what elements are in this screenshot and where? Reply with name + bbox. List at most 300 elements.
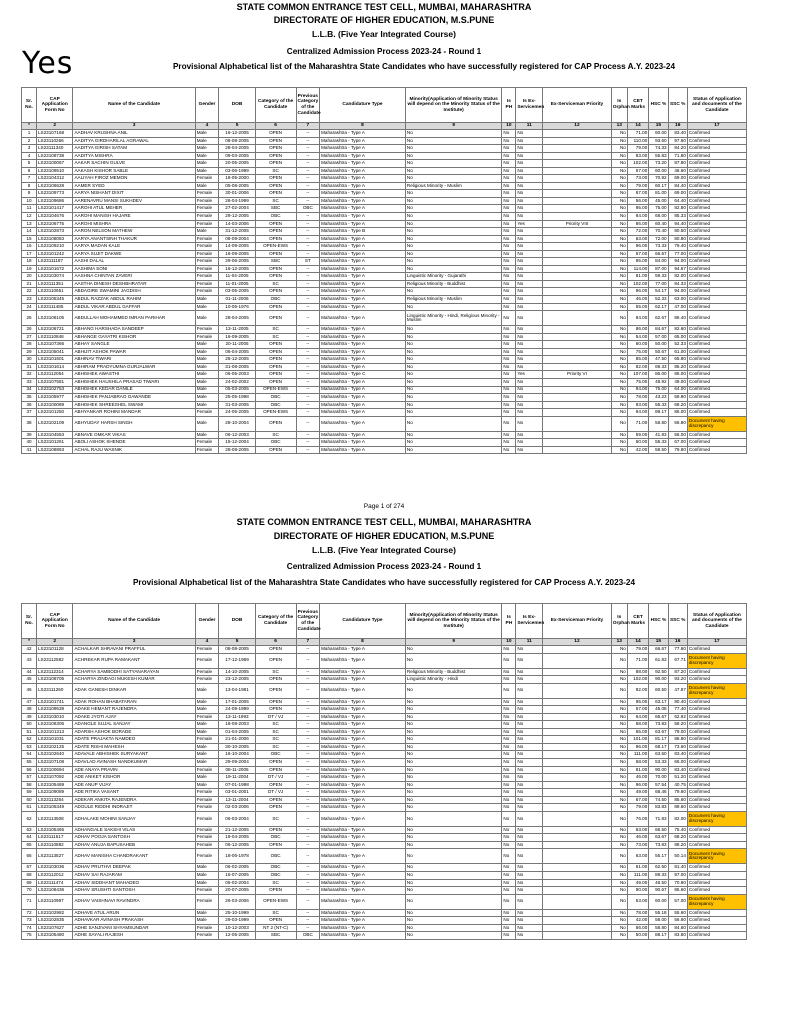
column-header: Candidature Type bbox=[320, 604, 406, 639]
dob-cell: 26-03-2006 bbox=[219, 894, 255, 909]
name-cell: ABHIJIT ASHOK PAWAR bbox=[73, 348, 195, 356]
name-cell: ADE ANIKET KISHOR bbox=[73, 774, 195, 782]
ex-priority-cell bbox=[543, 326, 612, 334]
column-header: Name of the Candidate bbox=[73, 604, 195, 639]
minority-cell: No bbox=[405, 348, 502, 356]
orphan-cell: No bbox=[611, 326, 627, 334]
category-cell: SC bbox=[255, 736, 296, 744]
ph-cell: No bbox=[502, 751, 516, 759]
cet-marks-cell: 96.00 bbox=[627, 781, 648, 789]
form-no-cell: LS23107108 bbox=[37, 759, 73, 767]
gender-cell: Female bbox=[195, 887, 219, 895]
cet-marks-cell: 63.00 bbox=[627, 826, 648, 834]
ex-servicemen-cell: No bbox=[516, 826, 543, 834]
ex-priority-cell bbox=[543, 311, 612, 326]
form-no-cell: LS23107581 bbox=[37, 378, 73, 386]
hsc-cell: 41.83 bbox=[649, 431, 668, 439]
hsc-cell: 89.33 bbox=[649, 872, 668, 880]
ex-servicemen-cell: No bbox=[516, 796, 543, 804]
gender-cell: Female bbox=[195, 258, 219, 266]
ph-cell: No bbox=[502, 311, 516, 326]
dob-cell: 20-07-2005 bbox=[219, 887, 255, 895]
orphan-cell: No bbox=[611, 341, 627, 349]
candidature-cell: Maharashtra - Type A bbox=[320, 932, 406, 940]
dob-cell: 15-07-2005 bbox=[219, 872, 255, 880]
sr-no-cell: 72 bbox=[22, 909, 37, 917]
ex-priority-cell bbox=[543, 280, 612, 288]
candidature-cell: Maharashtra - Type A bbox=[320, 736, 406, 744]
hsc-cell: 63.67 bbox=[649, 834, 668, 842]
hsc-cell: 55.83 bbox=[649, 152, 668, 160]
table-row bbox=[22, 378, 747, 386]
ph-cell: No bbox=[502, 130, 516, 138]
candidature-cell: Maharashtra - Type A bbox=[320, 653, 406, 668]
cet-marks-cell: 75.00 bbox=[627, 348, 648, 356]
sr-no-cell: 21 bbox=[22, 280, 37, 288]
sr-no-cell: 42 bbox=[22, 646, 37, 654]
sr-no-cell: 63 bbox=[22, 826, 37, 834]
sr-no-cell: 24 bbox=[22, 303, 37, 311]
hsc-cell: 81.17 bbox=[649, 736, 668, 744]
ex-servicemen-cell: No bbox=[516, 235, 543, 243]
status-cell: Confirmed bbox=[687, 265, 746, 273]
candidature-cell: Maharashtra - Type A bbox=[320, 326, 406, 334]
dob-cell: 28-08-2005 bbox=[219, 446, 255, 454]
status-cell: Confirmed bbox=[687, 341, 746, 349]
cet-marks-cell: 73.00 bbox=[627, 175, 648, 183]
gender-cell: Male bbox=[195, 728, 219, 736]
category-cell: OPEN bbox=[255, 378, 296, 386]
name-cell: ADE ANUP VIJAY bbox=[73, 781, 195, 789]
candidature-cell: Maharashtra - Type A bbox=[320, 751, 406, 759]
prev-category-cell: -- bbox=[296, 781, 320, 789]
table-row bbox=[22, 273, 747, 281]
ex-priority-cell bbox=[543, 341, 612, 349]
ph-cell: No bbox=[502, 243, 516, 251]
ph-cell: No bbox=[502, 280, 516, 288]
ssc-cell: 64.40 bbox=[668, 197, 687, 205]
gender-cell: Female bbox=[195, 265, 219, 273]
form-no-cell: LS23111517 bbox=[37, 834, 73, 842]
ex-priority-cell bbox=[543, 676, 612, 684]
status-cell: Document having discrepancy bbox=[687, 416, 746, 431]
candidature-cell: Maharashtra - Type A bbox=[320, 721, 406, 729]
cet-marks-cell: 88.00 bbox=[627, 668, 648, 676]
form-no-cell: LS23109510 bbox=[37, 167, 73, 175]
cet-marks-cell: 86.00 bbox=[627, 326, 648, 334]
ex-servicemen-cell: No bbox=[516, 190, 543, 198]
table-row bbox=[22, 932, 747, 940]
dob-cell: 16-12-2005 bbox=[219, 130, 255, 138]
candidature-cell: Maharashtra - Type A bbox=[320, 743, 406, 751]
sr-no-cell: 9 bbox=[22, 190, 37, 198]
form-no-cell: LS23102982 bbox=[37, 909, 73, 917]
category-cell: OPEN bbox=[255, 303, 296, 311]
ph-cell: No bbox=[502, 841, 516, 849]
status-cell: Confirmed bbox=[687, 190, 746, 198]
hsc-cell: 60.00 bbox=[649, 130, 668, 138]
ex-servicemen-cell: No bbox=[516, 145, 543, 153]
ex-priority-cell bbox=[543, 698, 612, 706]
dob-cell: 21-12-2005 bbox=[219, 826, 255, 834]
ssc-cell: 83.40 bbox=[668, 766, 687, 774]
status-cell: Confirmed bbox=[687, 728, 746, 736]
table-row bbox=[22, 386, 747, 394]
dob-cell: 28-04-2005 bbox=[219, 311, 255, 326]
dob-cell: 25-10-1999 bbox=[219, 909, 255, 917]
header-line-4: Centralized Admission Process 2023-24 - Round 1 bbox=[286, 47, 482, 56]
hsc-cell: 75.00 bbox=[649, 205, 668, 213]
name-cell: ADHAV ANUJA BAPUSAHEB bbox=[73, 841, 195, 849]
cet-marks-cell: 81.00 bbox=[627, 273, 648, 281]
hsc-cell: 74.50 bbox=[649, 796, 668, 804]
cet-marks-cell: 85.00 bbox=[627, 356, 648, 364]
orphan-cell: No bbox=[611, 887, 627, 895]
ph-cell: No bbox=[502, 736, 516, 744]
cet-marks-cell: 55.00 bbox=[627, 303, 648, 311]
column-header: Previous Category of the Candidate bbox=[296, 88, 320, 123]
cet-marks-cell: 107.00 bbox=[627, 371, 648, 379]
prev-category-cell: -- bbox=[296, 431, 320, 439]
name-cell: ADAK GANESH DINKAR bbox=[73, 683, 195, 698]
ex-priority-cell bbox=[543, 759, 612, 767]
category-cell: OPEN bbox=[255, 273, 296, 281]
form-no-cell: LS23101614 bbox=[37, 363, 73, 371]
ex-servicemen-cell: No bbox=[516, 789, 543, 797]
hsc-cell: 75.00 bbox=[649, 386, 668, 394]
form-no-cell: LS23105041 bbox=[37, 348, 73, 356]
cet-marks-cell: 68.00 bbox=[627, 721, 648, 729]
ssc-cell: 79.40 bbox=[668, 243, 687, 251]
status-cell: Confirmed bbox=[687, 130, 746, 138]
candidature-cell: Maharashtra - Type A bbox=[320, 167, 406, 175]
category-cell: OBC bbox=[255, 296, 296, 304]
ssc-cell: 79.80 bbox=[668, 446, 687, 454]
form-no-cell: LS23104312 bbox=[37, 175, 73, 183]
status-cell: Confirmed bbox=[687, 872, 746, 880]
status-cell: Confirmed bbox=[687, 401, 746, 409]
orphan-cell: No bbox=[611, 167, 627, 175]
candidature-cell: Maharashtra - Type A bbox=[320, 864, 406, 872]
category-cell: OPEN bbox=[255, 917, 296, 925]
status-cell: Confirmed bbox=[687, 228, 746, 236]
sr-no-cell: 40 bbox=[22, 439, 37, 447]
cet-marks-cell: 42.00 bbox=[627, 446, 648, 454]
hsc-cell: 74.33 bbox=[649, 145, 668, 153]
status-cell: Confirmed bbox=[687, 205, 746, 213]
name-cell: ADHAV VAISHNAVI RAVINDRA bbox=[73, 894, 195, 909]
ex-priority-cell bbox=[543, 932, 612, 940]
candidature-cell: Maharashtra - Type A bbox=[320, 849, 406, 864]
category-cell: OPEN bbox=[255, 130, 296, 138]
ex-servicemen-cell: No bbox=[516, 713, 543, 721]
cet-marks-cell: 111.00 bbox=[627, 872, 648, 880]
name-cell: ADATE PRAJAKTA NAMDEO bbox=[73, 736, 195, 744]
sr-no-cell: 6 bbox=[22, 167, 37, 175]
ph-cell: No bbox=[502, 416, 516, 431]
table-row bbox=[22, 879, 747, 887]
table-row bbox=[22, 924, 747, 932]
status-cell: Confirmed bbox=[687, 646, 746, 654]
name-cell: ADHE SANJIVANI SHYAMSUNDAR bbox=[73, 924, 195, 932]
dob-cell: 19-11-2004 bbox=[219, 774, 255, 782]
status-cell: Confirmed bbox=[687, 220, 746, 228]
dob-cell: 10-12-2003 bbox=[219, 924, 255, 932]
table-row bbox=[22, 416, 747, 431]
cet-marks-cell: 67.00 bbox=[627, 190, 648, 198]
table-row bbox=[22, 409, 747, 417]
category-cell: SC bbox=[255, 879, 296, 887]
cet-marks-cell: 71.00 bbox=[627, 130, 648, 138]
orphan-cell: No bbox=[611, 378, 627, 386]
ex-priority-cell bbox=[543, 713, 612, 721]
status-cell: Confirmed bbox=[687, 235, 746, 243]
hsc-cell: 55.17 bbox=[649, 849, 668, 864]
ph-cell: No bbox=[502, 834, 516, 842]
hsc-cell: 53.33 bbox=[649, 759, 668, 767]
status-cell: Confirmed bbox=[687, 409, 746, 417]
candidature-cell: Maharashtra - Type A bbox=[320, 826, 406, 834]
hsc-cell: 63.67 bbox=[649, 728, 668, 736]
status-cell: Confirmed bbox=[687, 759, 746, 767]
dob-cell: 05-03-2005 bbox=[219, 386, 255, 394]
sr-no-cell: 5 bbox=[22, 160, 37, 168]
ex-servicemen-cell: No bbox=[516, 280, 543, 288]
ex-servicemen-cell: No bbox=[516, 668, 543, 676]
minority-cell: Religious Minority - Muslim bbox=[405, 182, 502, 190]
minority-cell: No bbox=[405, 721, 502, 729]
minority-cell: No bbox=[405, 894, 502, 909]
ex-servicemen-cell: No bbox=[516, 175, 543, 183]
table-row bbox=[22, 371, 747, 379]
ex-servicemen-cell: No bbox=[516, 258, 543, 266]
form-no-cell: LS23106306 bbox=[37, 721, 73, 729]
column-header: Is Ex-Servicemen bbox=[516, 604, 543, 639]
form-no-cell: LS23100067 bbox=[37, 160, 73, 168]
candidature-cell: Maharashtra - Type A bbox=[320, 197, 406, 205]
sr-no-cell: 71 bbox=[22, 894, 37, 909]
cet-marks-cell: 50.00 bbox=[627, 932, 648, 940]
name-cell: AAKAR SACHIN GULVE bbox=[73, 160, 195, 168]
gender-cell: Female bbox=[195, 849, 219, 864]
orphan-cell: No bbox=[611, 721, 627, 729]
sr-no-cell: 8 bbox=[22, 182, 37, 190]
status-cell: Document having discrepancy bbox=[687, 811, 746, 826]
orphan-cell: No bbox=[611, 394, 627, 402]
name-cell: ADHAV SAI RAJARAM bbox=[73, 872, 195, 880]
candidature-cell: Maharashtra - Type A bbox=[320, 288, 406, 296]
form-no-cell: LS23110266 bbox=[37, 137, 73, 145]
ex-priority-cell bbox=[543, 728, 612, 736]
ex-priority-cell bbox=[543, 145, 612, 153]
prev-category-cell: -- bbox=[296, 728, 320, 736]
orphan-cell: No bbox=[611, 789, 627, 797]
ex-priority-cell bbox=[543, 811, 612, 826]
name-cell: ACHAL RAJU WASNIK bbox=[73, 446, 195, 454]
ssc-cell: 49.00 bbox=[668, 378, 687, 386]
form-no-cell: LS23102109 bbox=[37, 416, 73, 431]
form-no-cell: LS23110997 bbox=[37, 894, 73, 909]
prev-category-cell: -- bbox=[296, 130, 320, 138]
gender-cell: Female bbox=[195, 220, 219, 228]
status-cell: Confirmed bbox=[687, 296, 746, 304]
ssc-cell: 80.40 bbox=[668, 698, 687, 706]
hsc-cell: 58.00 bbox=[649, 917, 668, 925]
sr-no-cell: 2 bbox=[22, 137, 37, 145]
ssc-cell: 77.60 bbox=[668, 646, 687, 654]
table-row bbox=[22, 152, 747, 160]
category-cell: OPEN bbox=[255, 175, 296, 183]
candidature-cell: Maharashtra - Type A bbox=[320, 205, 406, 213]
ssc-cell: 86.80 bbox=[668, 736, 687, 744]
candidature-cell: Maharashtra - Type A bbox=[320, 394, 406, 402]
category-cell: OPEN bbox=[255, 371, 296, 379]
ex-servicemen-cell: No bbox=[516, 348, 543, 356]
ex-priority-cell bbox=[543, 401, 612, 409]
category-cell: OPEN bbox=[255, 288, 296, 296]
ex-servicemen-cell: No bbox=[516, 834, 543, 842]
orphan-cell: No bbox=[611, 774, 627, 782]
cet-marks-cell: 102.00 bbox=[627, 676, 648, 684]
ex-servicemen-cell: No bbox=[516, 197, 543, 205]
name-cell: ADHAV SIDDHANT MAHADEO bbox=[73, 879, 195, 887]
ph-cell: No bbox=[502, 258, 516, 266]
dob-cell: 16-10-2004 bbox=[219, 751, 255, 759]
prev-category-cell: -- bbox=[296, 243, 320, 251]
category-cell: OPEN bbox=[255, 416, 296, 431]
cet-marks-cell: 63.00 bbox=[627, 235, 648, 243]
gender-cell: Male bbox=[195, 431, 219, 439]
gender-cell: Female bbox=[195, 826, 219, 834]
status-cell: Confirmed bbox=[687, 909, 746, 917]
name-cell: AASHIMA SONI bbox=[73, 265, 195, 273]
hsc-cell: 50.67 bbox=[649, 348, 668, 356]
hsc-cell: 47.50 bbox=[649, 356, 668, 364]
candidature-cell: Maharashtra - Type A bbox=[320, 917, 406, 925]
header-line-3-repeat: L.L.B. (Five Year Integrated Course) bbox=[312, 545, 456, 555]
cet-marks-cell: 73.00 bbox=[627, 841, 648, 849]
dob-cell: 18-05-2000 bbox=[219, 175, 255, 183]
orphan-cell: No bbox=[611, 258, 627, 266]
category-cell: OPEN bbox=[255, 265, 296, 273]
category-cell: OPEN bbox=[255, 781, 296, 789]
ph-cell: No bbox=[502, 228, 516, 236]
cet-marks-cell: 84.00 bbox=[627, 311, 648, 326]
orphan-cell: No bbox=[611, 766, 627, 774]
column-number: 12 bbox=[543, 639, 612, 646]
cet-marks-cell: 57.00 bbox=[627, 250, 648, 258]
minority-cell: No bbox=[405, 766, 502, 774]
column-number: * bbox=[22, 123, 37, 130]
table-row bbox=[22, 145, 747, 153]
form-no-cell: LS23109210 bbox=[37, 243, 73, 251]
gender-cell: Female bbox=[195, 446, 219, 454]
ph-cell: No bbox=[502, 326, 516, 334]
form-no-cell: LS23101250 bbox=[37, 409, 73, 417]
column-header: HSC % bbox=[649, 88, 668, 123]
category-cell: OPEN bbox=[255, 826, 296, 834]
candidature-cell: Maharashtra - Type A bbox=[320, 894, 406, 909]
ex-priority-cell bbox=[543, 175, 612, 183]
minority-cell: No bbox=[405, 363, 502, 371]
ssc-cell: 64.00 bbox=[668, 386, 687, 394]
ph-cell: No bbox=[502, 431, 516, 439]
ex-priority-cell bbox=[543, 167, 612, 175]
table-row bbox=[22, 804, 747, 812]
gender-cell: Male bbox=[195, 378, 219, 386]
gender-cell: Female bbox=[195, 213, 219, 221]
prev-category-cell: -- bbox=[296, 356, 320, 364]
gender-cell: Female bbox=[195, 250, 219, 258]
column-number: 14 bbox=[627, 123, 648, 130]
ex-priority-cell bbox=[543, 409, 612, 417]
form-no-cell: LS23109686 bbox=[37, 197, 73, 205]
ssc-cell: 87.20 bbox=[668, 668, 687, 676]
orphan-cell: No bbox=[611, 841, 627, 849]
ex-servicemen-cell: No bbox=[516, 653, 543, 668]
name-cell: ACHARYA ZINDAGI MUKESH KUMAR bbox=[73, 676, 195, 684]
table-row bbox=[22, 706, 747, 714]
header-line-2: DIRECTORATE OF HIGHER EDUCATION, M.S.PUNE bbox=[273, 15, 495, 25]
minority-cell: No bbox=[405, 197, 502, 205]
ssc-cell: 83.40 bbox=[668, 751, 687, 759]
orphan-cell: No bbox=[611, 228, 627, 236]
hsc-cell: 43.23 bbox=[649, 394, 668, 402]
table-row bbox=[22, 356, 747, 364]
hsc-cell: 84.00 bbox=[649, 258, 668, 266]
dob-cell: 24-05-2005 bbox=[219, 409, 255, 417]
category-cell: OPEN bbox=[255, 220, 296, 228]
category-cell: SBC bbox=[255, 258, 296, 266]
ssc-cell: 83.40 bbox=[668, 130, 687, 138]
status-cell: Confirmed bbox=[687, 137, 746, 145]
prev-category-cell: -- bbox=[296, 766, 320, 774]
minority-cell: No bbox=[405, 683, 502, 698]
cet-marks-cell: 63.00 bbox=[627, 849, 648, 864]
column-number: 16 bbox=[668, 123, 687, 130]
orphan-cell: No bbox=[611, 917, 627, 925]
candidature-cell: Maharashtra - Type A bbox=[320, 431, 406, 439]
sr-no-cell: 73 bbox=[22, 917, 37, 925]
dob-cell: 11-01-2005 bbox=[219, 280, 255, 288]
cet-marks-cell: 60.00 bbox=[627, 341, 648, 349]
orphan-cell: No bbox=[611, 834, 627, 842]
ssc-cell: 94.00 bbox=[668, 288, 687, 296]
dob-cell: 20-11-2005 bbox=[219, 341, 255, 349]
gender-cell: Male bbox=[195, 356, 219, 364]
category-cell: OPEN bbox=[255, 160, 296, 168]
dob-cell: 19-04-2005 bbox=[219, 834, 255, 842]
form-no-cell: LS23100089 bbox=[37, 401, 73, 409]
status-cell: Confirmed bbox=[687, 394, 746, 402]
table-row bbox=[22, 341, 747, 349]
form-no-cell: LS23112582 bbox=[37, 653, 73, 668]
column-number: 5 bbox=[219, 123, 255, 130]
dob-cell: 13-11-2005 bbox=[219, 326, 255, 334]
name-cell: AARYA NISHANT DIXIT bbox=[73, 190, 195, 198]
name-cell: AALIYAH FIROZ MEMON bbox=[73, 175, 195, 183]
column-header: SSC % bbox=[668, 604, 687, 639]
ex-servicemen-cell: Yes bbox=[516, 220, 543, 228]
orphan-cell: No bbox=[611, 296, 627, 304]
orphan-cell: No bbox=[611, 220, 627, 228]
ssc-cell: 71.80 bbox=[668, 152, 687, 160]
candidature-cell: Maharashtra - Type A bbox=[320, 348, 406, 356]
ssc-cell: 47.00 bbox=[668, 303, 687, 311]
ssc-cell: 65.80 bbox=[668, 356, 687, 364]
prev-category-cell: -- bbox=[296, 213, 320, 221]
ssc-cell: 80.80 bbox=[668, 235, 687, 243]
